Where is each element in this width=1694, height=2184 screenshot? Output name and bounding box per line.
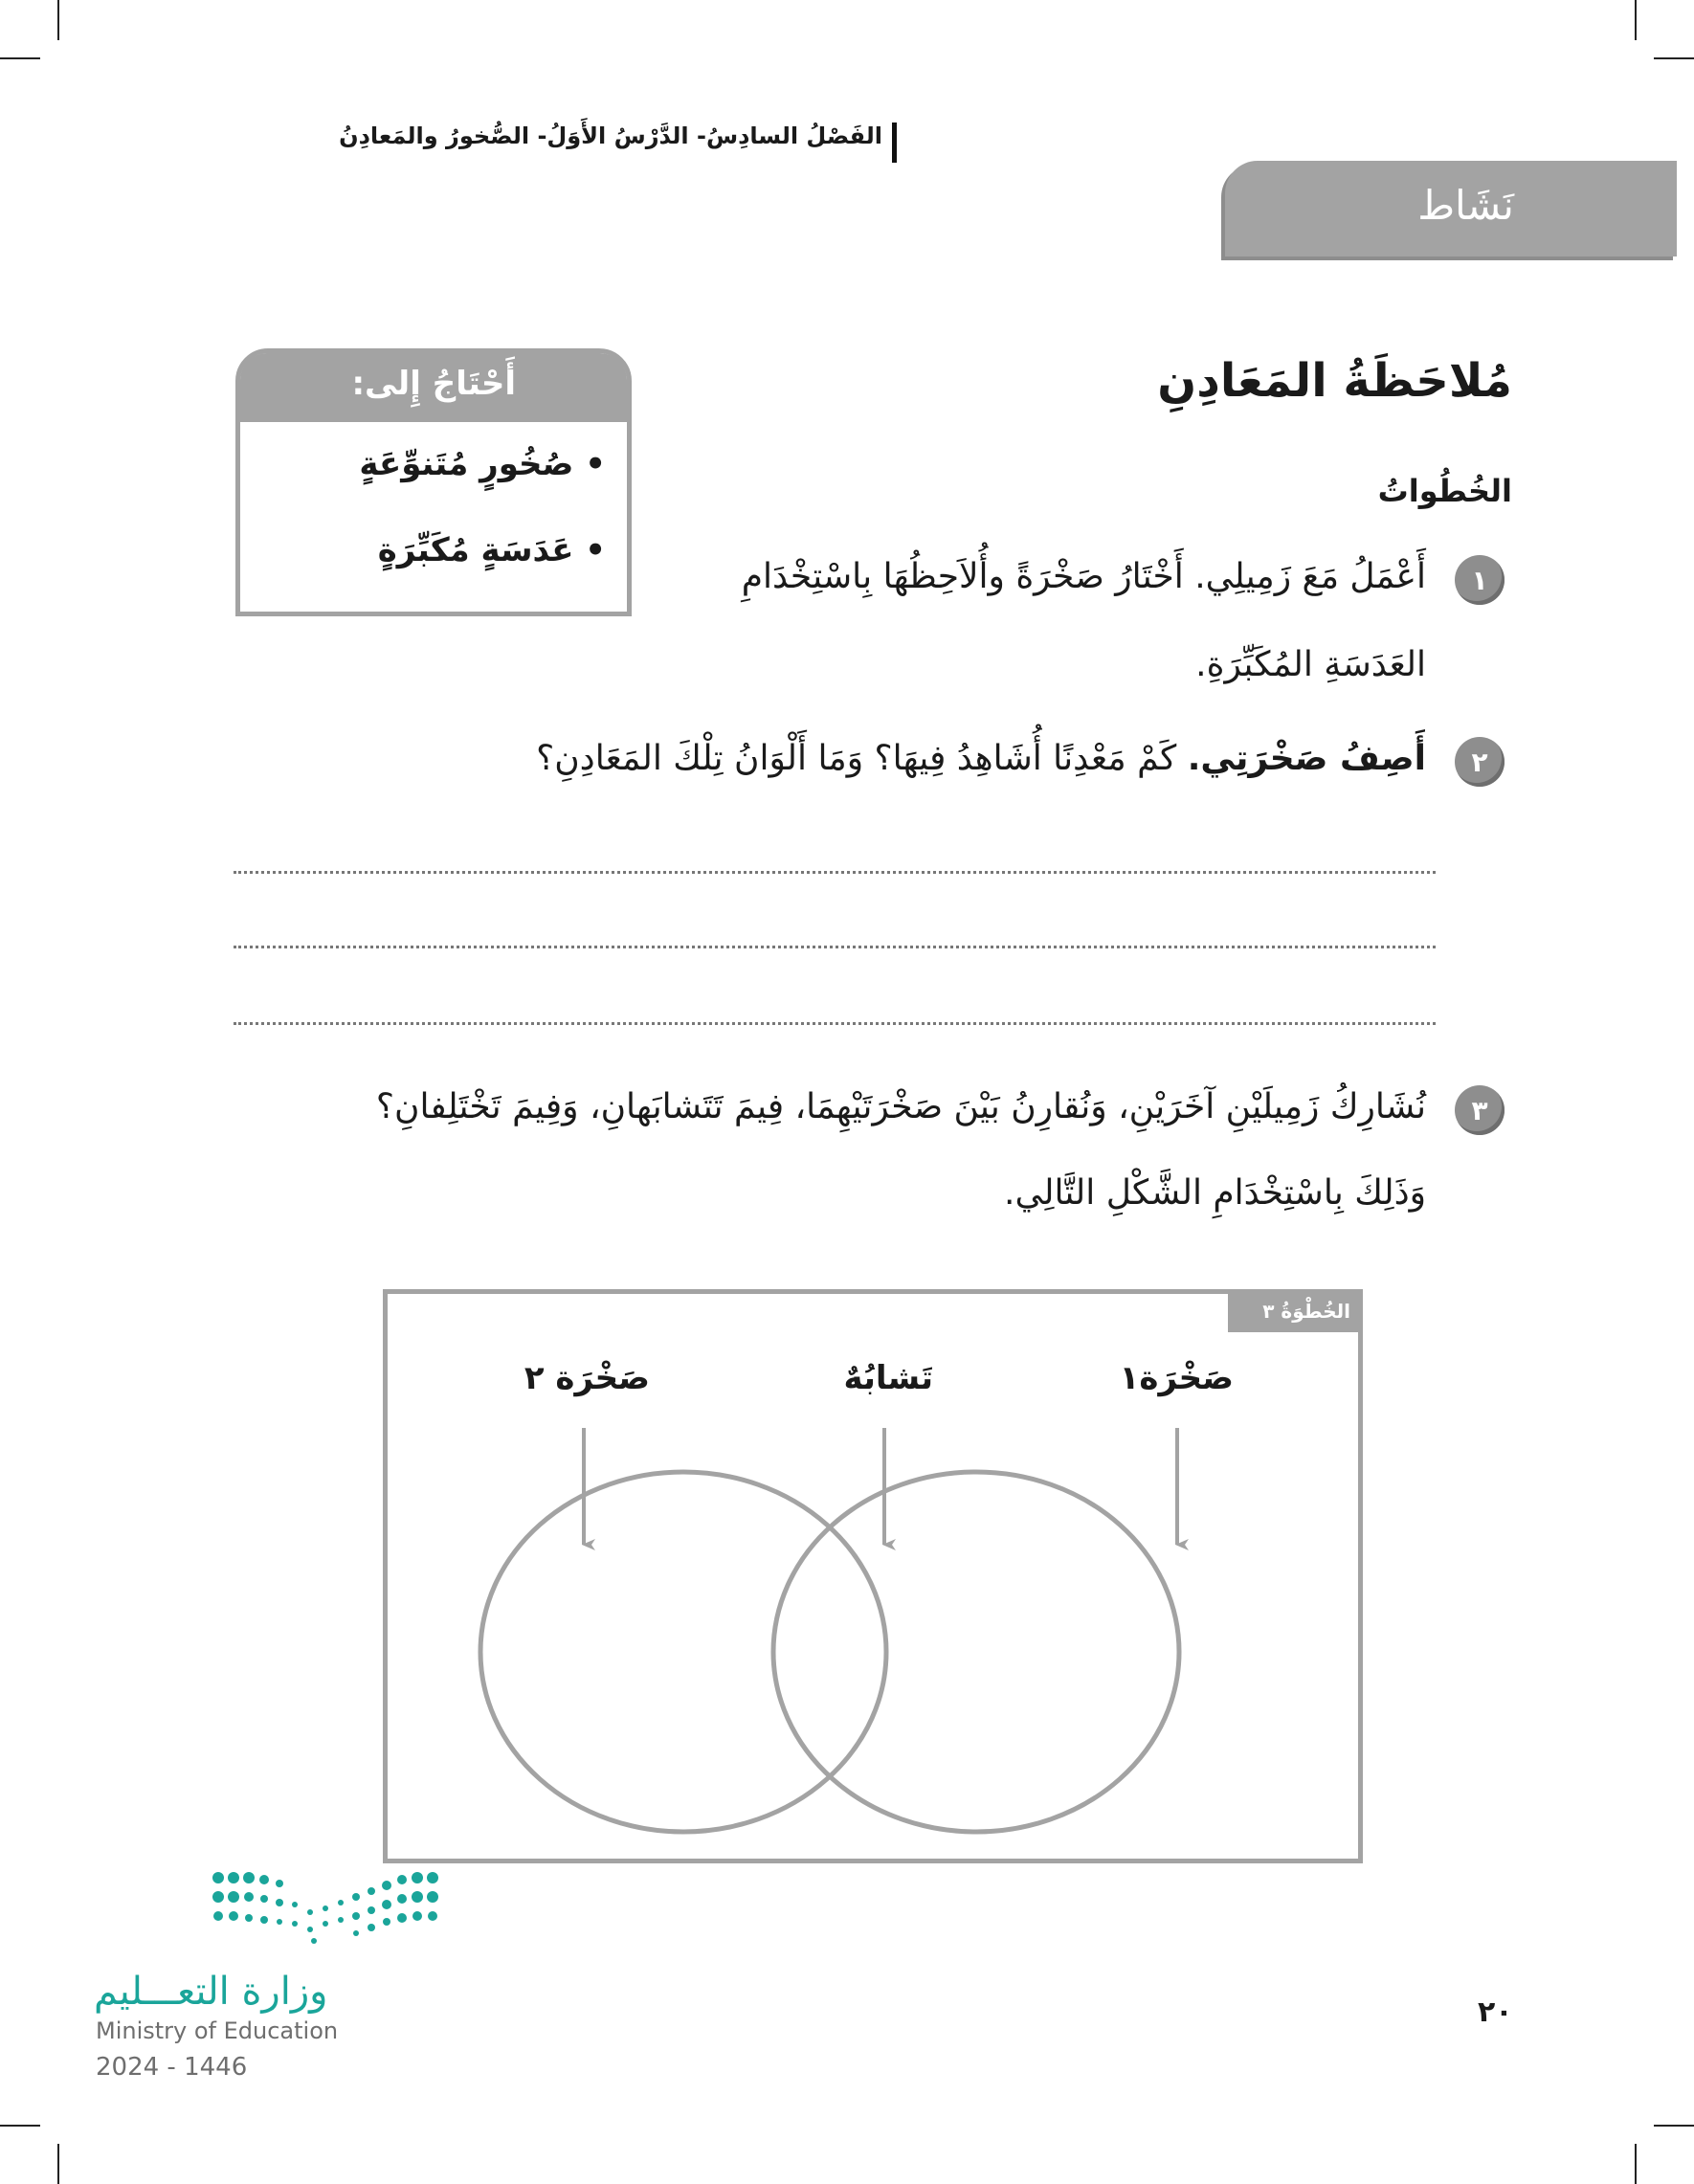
bullet: • xyxy=(585,445,606,483)
venn-shapes xyxy=(388,1294,1358,1859)
ministry-name-arabic: وزارة التعـــليم xyxy=(94,1970,328,2014)
crop-mark xyxy=(0,57,40,59)
activity-tab xyxy=(1225,161,1677,256)
crop-mark xyxy=(57,0,59,40)
crop-mark xyxy=(0,2125,40,2127)
ministry-name-english: Ministry of Education xyxy=(96,2017,339,2044)
crop-mark xyxy=(1635,0,1637,40)
bullet: • xyxy=(585,531,606,569)
ministry-logo-icon xyxy=(209,1866,448,1947)
step-number-badge: ١ xyxy=(1455,555,1505,605)
materials-item: • صُخُورٍ مُتَنوِّعَةٍ xyxy=(359,445,606,483)
step-number-badge: ٣ xyxy=(1455,1085,1505,1135)
page-number: ٢٠ xyxy=(1478,1995,1513,2029)
venn-circle-right xyxy=(773,1472,1179,1832)
page-title: مُلاحَظَةُ المَعَادِنِ xyxy=(1157,354,1512,408)
step-3-line-1: نُشَارِكُ زَمِيلَيْنِ آخَرَيْنِ، وَنُقارِنُ بَيْنَ صَخْرَتَيْهِمَا، فِيمَ تَتَشابَهانِ، وَفِيمَ تَخْتَلِفانِ؟ xyxy=(375,1087,1426,1126)
materials-box xyxy=(235,348,632,616)
venn-circle-left xyxy=(480,1472,886,1832)
activity-tab-label: نَشَاط xyxy=(1417,182,1514,229)
venn-diagram xyxy=(383,1289,1363,1863)
step-2-lead: أَصِفُ صَخْرَتِي. xyxy=(1187,739,1426,778)
step-1-line-1: أَعْمَلُ مَعَ زَمِيلِي. أَخْتَارُ صَخْرَةً وأُلاَحِظُهَا بِاسْتِخْدَامِ xyxy=(741,557,1426,596)
answer-line[interactable] xyxy=(234,946,1436,948)
crop-mark xyxy=(57,2144,59,2184)
diagram-step-label: الخُطْوَةُ ٣ xyxy=(1262,1300,1350,1323)
materials-header xyxy=(240,353,627,422)
materials-item: • عَدَسَةٍ مُكَبِّرَةٍ xyxy=(377,531,606,569)
crop-mark xyxy=(1635,2144,1637,2184)
header-divider xyxy=(892,123,897,163)
label-rock-2: صَخْرَة ٢ xyxy=(524,1359,650,1397)
steps-heading: الخُطُواتُ xyxy=(1377,473,1512,509)
crop-mark xyxy=(1654,2125,1694,2127)
step-3-line-2: وَذَلِكَ بِاسْتِخْدَامِ الشَّكْلِ التَّالِي. xyxy=(1004,1173,1426,1213)
chapter-header: الفَصْلُ السادِسُ- الدَّرْسُ الأَوَلُ- الصُّخورُ والمَعادِنُ xyxy=(339,123,882,149)
label-rock-1: صَخْرَة١ xyxy=(1119,1359,1234,1397)
answer-line[interactable] xyxy=(234,871,1436,874)
edition-year: 2024 - 1446 xyxy=(96,2053,248,2082)
crop-mark xyxy=(1654,57,1694,59)
answer-line[interactable] xyxy=(234,1022,1436,1025)
label-similarity: تَشابُهٌ xyxy=(843,1359,933,1397)
step-number-badge: ٢ xyxy=(1455,737,1505,787)
materials-title: أَحْتَاجُ إِلى: xyxy=(351,365,516,403)
step-2-text: أَصِفُ صَخْرَتِي. كَمْ مَعْدِنًا أُشَاهِدُ فِيهَا؟ وَمَا أَلْوَانُ تِلْكَ المَعَادِنِ؟ xyxy=(536,739,1426,778)
step-1-line-2: العَدَسَةِ المُكَبِّرَةِ. xyxy=(1195,645,1426,684)
